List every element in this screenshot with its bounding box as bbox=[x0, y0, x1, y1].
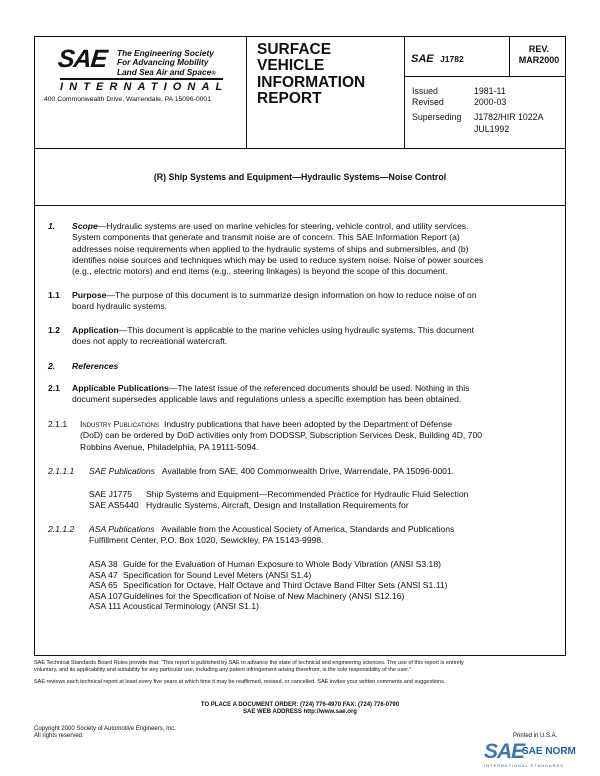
revision-block bbox=[512, 44, 566, 66]
doc-type-3: INFORMATION bbox=[257, 73, 366, 91]
section-2 bbox=[48, 361, 118, 372]
sae-ref-item bbox=[89, 489, 468, 500]
s21-line-1: document supersedes applicable laws and regulations unless a specific exemption has been obtained. bbox=[72, 394, 462, 405]
section-1-1 bbox=[48, 290, 560, 313]
asa-ref-desc: Acoustical Terminology (ANSI S1.1) bbox=[123, 601, 259, 612]
watermark-sae-mark: SAE bbox=[484, 740, 525, 763]
asa-ref-desc: Specification for Sound Level Meters (ANSI S1.4) bbox=[123, 569, 312, 580]
printed-in: Printed in U.S.A. bbox=[513, 733, 558, 739]
issued-label: Issued bbox=[412, 86, 438, 96]
s12-line-1: does not apply to recreational watercraft. bbox=[72, 336, 228, 347]
header-divider bbox=[34, 148, 566, 149]
org-mark: ® bbox=[211, 70, 216, 77]
org-tagline-2: For Advancing Mobility bbox=[117, 57, 209, 68]
asa-ref-desc: Guidelines for the Specification of Noise of New Machinery (ANSI S12.16) bbox=[123, 590, 405, 601]
policy-line-1: voluntary, and its applicability and suitability for any particular use, including any patent infringement arising therefrom, is the sole responsibility of the user.” bbox=[34, 667, 412, 673]
asa-ref-id: ASA 107 bbox=[89, 590, 123, 601]
policy-notice bbox=[34, 660, 566, 686]
section-1 bbox=[48, 221, 560, 277]
org-tagline-3: Land Sea Air and Space bbox=[117, 66, 212, 77]
watermark-sub-text: INTERNATIONAL STANDARDS bbox=[484, 763, 565, 768]
revised-label: Revised bbox=[412, 97, 444, 108]
asa-ref-id: ASA 111 bbox=[89, 601, 122, 612]
s1-line-4: (e.g., electric motors) and end items (e.g., steering linkages) is beyond the scope of this document. bbox=[72, 266, 448, 277]
s2112-title: ASA Publications bbox=[89, 524, 155, 534]
review-line: SAE reviews each technical report at least every five years at which time it may be reaffirmed, revised, or cancelled. SAE invites your written comments and suggestions. bbox=[34, 679, 446, 685]
document-title: (R) Ship Systems and Equipment—Hydraulic Systems—Noise Control bbox=[153, 172, 447, 182]
org-tagline bbox=[117, 49, 216, 79]
title-divider bbox=[34, 205, 566, 206]
doc-type-1: SURFACE bbox=[257, 41, 332, 58]
s1-num: 1. bbox=[48, 221, 56, 231]
logo-rule bbox=[60, 78, 223, 80]
asa-ref-item bbox=[89, 601, 447, 612]
issued-value: 1981-11 bbox=[474, 86, 506, 96]
asa-ref-item bbox=[89, 559, 447, 570]
sae-norm-watermark bbox=[484, 740, 594, 770]
sae-ref-desc: Ship Systems and Equipment—Recommended Practice for Hydraulic Fluid Selection bbox=[146, 489, 469, 499]
doc-number-block bbox=[411, 49, 464, 67]
s2112-num: 2.1.1.2 bbox=[48, 524, 75, 534]
s211-title: Industry Publications bbox=[80, 419, 159, 429]
s1-line-1: System components that generate and transmit noise are of concern. This SAE Information Report (a) bbox=[72, 232, 460, 243]
order-info bbox=[34, 702, 566, 717]
org-tagline-1: The Engineering Society bbox=[117, 48, 214, 58]
sae-logo-mark: SAE bbox=[56, 45, 108, 73]
copyright bbox=[34, 726, 176, 741]
issue-info bbox=[412, 86, 543, 135]
section-2-1-1 bbox=[48, 419, 560, 453]
rev-date: MAR2000 bbox=[518, 55, 560, 65]
asa-ref-desc: Guide for the Evaluation of Human Exposure to Whole Body Vibration (ANSI S3.18) bbox=[123, 559, 441, 569]
header-vline-1 bbox=[246, 36, 247, 148]
sae-references bbox=[89, 489, 468, 512]
sae-ref-id: SAE AS5440 bbox=[89, 500, 139, 511]
section-2-1-1-1 bbox=[48, 466, 560, 477]
asa-ref-id: ASA 65 bbox=[89, 580, 118, 591]
sae-ref-id: SAE J1775 bbox=[89, 489, 132, 499]
web-line: SAE WEB ADDRESS http://www.sae.org bbox=[243, 709, 357, 716]
asa-ref-item bbox=[89, 591, 447, 602]
rev-label: REV. bbox=[528, 44, 550, 54]
doc-type-4: REPORT bbox=[257, 89, 322, 107]
s2-title: References bbox=[72, 361, 119, 371]
watermark-norm-text: SAE NORM bbox=[522, 746, 576, 757]
s2112-line-1: Fulfillment Center, P.O. Box 1020, Sewickley, PA 15143-9998. bbox=[89, 535, 324, 546]
header-vline-3 bbox=[509, 36, 510, 76]
s21-num: 2.1 bbox=[48, 383, 60, 393]
s2112-line-0: Available from the Acoustical Society of America, Standards and Publications bbox=[161, 524, 455, 534]
s12-num: 1.2 bbox=[48, 325, 60, 335]
superseding-value-2: JUL1992 bbox=[474, 123, 510, 134]
section-1-2 bbox=[48, 325, 560, 348]
header-hline-rev bbox=[404, 76, 566, 77]
revised-value: 2000-03 bbox=[474, 97, 507, 108]
international-label: INTERNATIONAL bbox=[60, 81, 229, 93]
s2111-title: SAE Publications bbox=[89, 466, 155, 476]
doc-type-2: VEHICLE bbox=[257, 57, 325, 75]
s1-title: Scope bbox=[72, 221, 98, 231]
s211-num: 2.1.1 bbox=[48, 419, 68, 429]
policy-line-0: SAE Technical Standards Board Rules provide that: “This report is published by SAE to advance the state of technical and engineering sciences. The use of this report is entirely bbox=[34, 660, 464, 666]
sae-ref-desc: Hydraulic Systems, Aircraft, Design and Installation Requirements for bbox=[146, 500, 409, 511]
document-type bbox=[257, 42, 365, 107]
s1-line-3: identifies noise sources and techniques which may be used to reduce system noise. Noise of power sources bbox=[72, 254, 484, 265]
section-2-1 bbox=[48, 383, 560, 406]
superseding-value-1: J1782/HIR 1022A bbox=[474, 112, 544, 123]
s21-line-0: —The latest issue of the referenced documents should be used. Nothing in this bbox=[168, 383, 470, 393]
s21-title: Applicable Publications bbox=[72, 383, 169, 393]
s2111-num: 2.1.1.1 bbox=[48, 466, 75, 476]
asa-references bbox=[89, 559, 447, 612]
order-line: TO PLACE A DOCUMENT ORDER: (724) 776-4970 FAX: (724) 776-0790 bbox=[200, 702, 400, 708]
sae-ref-item bbox=[89, 500, 468, 511]
doc-number-sae: SAE bbox=[411, 53, 434, 65]
s12-line-0: —This document is applicable to the marine vehicles using hydraulic systems. This document bbox=[118, 325, 475, 335]
doc-number: J1782 bbox=[440, 54, 464, 64]
copyright-line-1: Copyright 2000 Society of Automotive Engineers, Inc. bbox=[34, 726, 176, 732]
s2111-text: Available from SAE, 400 Commonwealth Drive, Warrendale, PA 15096-0001. bbox=[161, 466, 455, 476]
asa-ref-id: ASA 38 bbox=[89, 559, 118, 569]
sae-address: 400 Commonwealth Drive, Warrendale, PA 15096-0001 bbox=[44, 96, 211, 103]
asa-ref-id: ASA 47 bbox=[89, 569, 118, 580]
s1-line-2: addresses noise requirements when applied to the hydraulic systems of ships and submersibles, and (b) bbox=[72, 243, 469, 254]
s211-line-0: Industry publications that have been adopted by the Department of Defense bbox=[163, 419, 453, 429]
s11-title: Purpose bbox=[72, 290, 107, 300]
superseding-label: Superseding bbox=[412, 112, 462, 123]
asa-ref-desc: Specification for Octave, Half Octave and Third Octave Band Filter Sets (ANSI S1.11) bbox=[123, 580, 448, 591]
asa-ref-item bbox=[89, 580, 447, 591]
s211-line-2: Robbins Avenue, Philadelphia, PA 19111-5094. bbox=[80, 441, 259, 452]
s2-num: 2. bbox=[48, 361, 56, 371]
s11-line-0: —The purpose of this document is to summarize design information on how to reduce noise of on bbox=[106, 290, 477, 300]
s11-line-1: board hydraulic systems. bbox=[72, 301, 168, 312]
s12-title: Application bbox=[72, 325, 119, 335]
s11-num: 1.1 bbox=[48, 290, 60, 300]
sae-logo bbox=[58, 47, 106, 72]
section-2-1-1-2 bbox=[48, 524, 560, 547]
asa-ref-item bbox=[89, 570, 447, 581]
s211-line-1: (DoD) can be ordered by DoD activities only from DODSSP, Subscription Services Desk, Building 4D, 700 bbox=[80, 430, 483, 441]
s1-line-0: —Hydraulic systems are used on marine vehicles for steering, vehicle control, and utility services. bbox=[97, 221, 469, 231]
copyright-line-2: All rights reserved. bbox=[34, 733, 84, 740]
header-vline-2 bbox=[404, 36, 405, 148]
